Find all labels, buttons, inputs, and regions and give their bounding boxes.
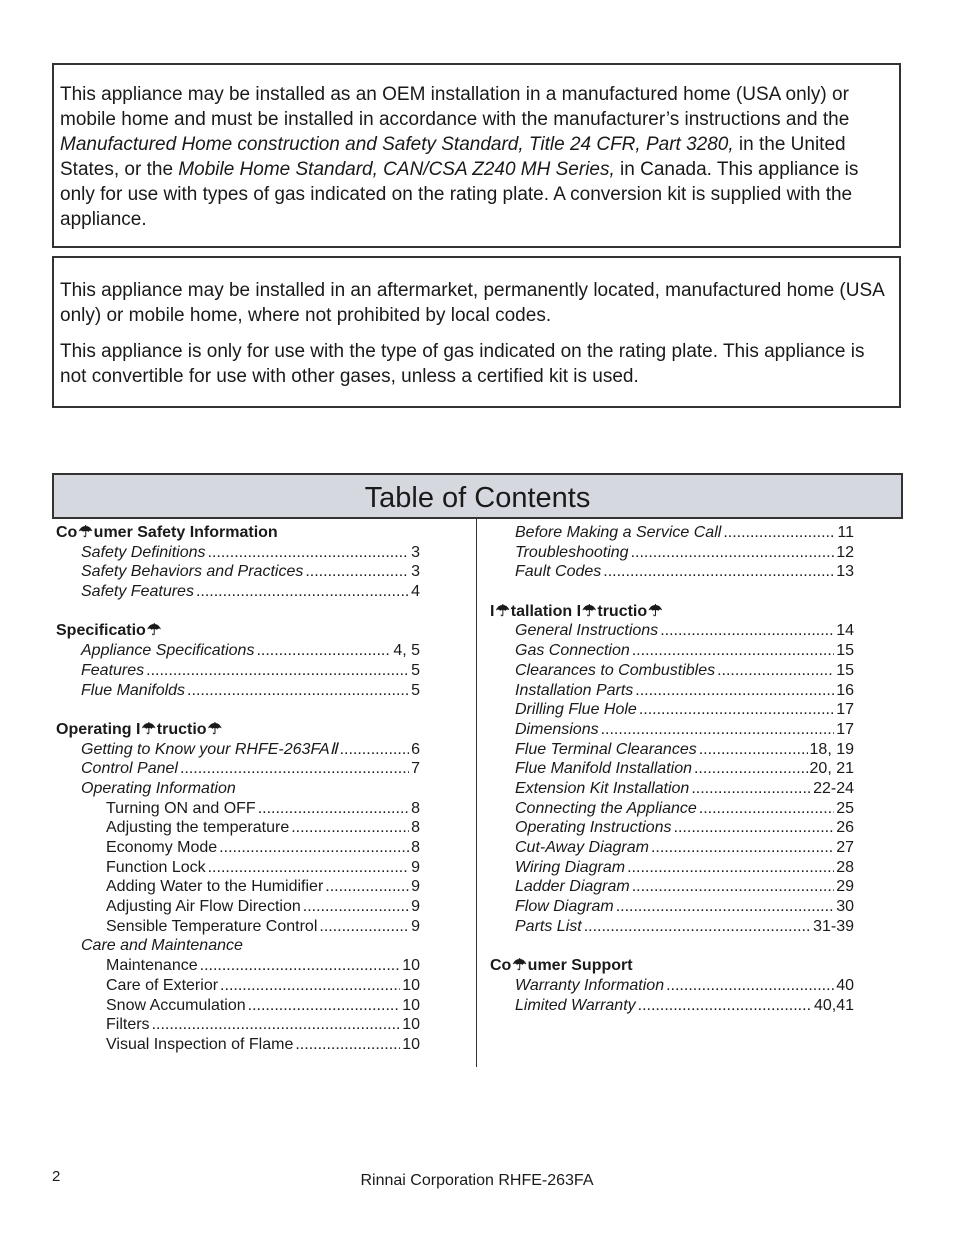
leader-dots [584, 917, 811, 937]
leader-dots [305, 562, 409, 582]
leader-dots [651, 838, 834, 858]
toc-entry[interactable] [490, 818, 854, 838]
toc-entry-title: Ladder Diagram [515, 878, 630, 896]
leader-dots [200, 956, 401, 976]
toc-entry-page: 4, 5 [393, 642, 420, 660]
toc-section-heading [490, 956, 854, 976]
leader-dots [248, 996, 401, 1016]
leader-dots [674, 818, 835, 838]
toc-subheading: Care and Maintenance [81, 937, 243, 955]
toc-entry[interactable] [490, 641, 854, 661]
toc-entry-page: 12 [836, 543, 854, 561]
toc-entry-title: Getting to Know your RHFE-263FAⅡ [81, 740, 338, 758]
toc-entry[interactable] [56, 1035, 420, 1055]
toc-column-right [490, 523, 854, 1015]
toc-entry-title: Before Making a Service Call [515, 524, 722, 541]
toc-entry[interactable] [490, 740, 854, 760]
toc-entry-page: 5 [411, 681, 420, 699]
garbled-glyph-icon: ☂ [146, 622, 162, 640]
leader-dots [146, 661, 409, 681]
toc-column-left [56, 523, 420, 1055]
toc-entry-page: 8 [411, 799, 420, 817]
leader-dots [295, 1035, 400, 1055]
toc-entry-page: 18, 19 [809, 740, 854, 758]
toc-entry[interactable] [56, 877, 420, 897]
toc-entry-page: 11 [837, 524, 854, 541]
toc-entry-title: Economy Mode [106, 839, 218, 856]
leader-dots [256, 641, 391, 661]
toc-entry-page: 25 [836, 799, 854, 817]
toc-entry-title: Adjusting the temperature [106, 819, 290, 837]
toc-entry[interactable] [490, 681, 854, 701]
toc-entry[interactable] [490, 543, 854, 563]
toc-entry-page: 10 [402, 1035, 420, 1053]
toc-entry-page: 15 [836, 642, 854, 660]
toc-section-heading [490, 602, 854, 622]
leader-dots [717, 661, 834, 681]
leader-dots [639, 700, 834, 720]
notice-paragraph: This appliance is only for use with the type of gas indicated on the rating plate. This appliance is not convertible for use with other gases, unless a certified kit is used. [60, 341, 865, 387]
section-text: umer Safety Information [93, 524, 278, 541]
toc-entry[interactable] [56, 661, 420, 681]
toc-entry[interactable] [56, 996, 420, 1016]
toc-entry[interactable] [56, 799, 420, 819]
leader-dots [219, 838, 409, 858]
toc-entry[interactable] [490, 838, 854, 858]
toc-entry-title: Troubleshooting [515, 543, 629, 561]
toc-entry-page: 17 [836, 701, 854, 719]
leader-dots [601, 720, 835, 740]
toc-entry-page: 9 [411, 878, 420, 896]
column-divider [476, 519, 477, 1067]
toc-entry[interactable] [490, 720, 854, 740]
leader-dots [699, 740, 808, 760]
leader-dots [180, 759, 409, 779]
leader-dots [691, 779, 811, 799]
toc-entry-title: Warranty Information [515, 976, 665, 994]
garbled-glyph-icon: ☂ [207, 720, 222, 738]
toc-entry-title: Dimensions [515, 720, 599, 738]
toc-entry-title: Control Panel [81, 760, 178, 778]
toc-entry[interactable] [56, 681, 420, 701]
leader-dots [340, 740, 410, 760]
toc-entry-page: 22-24 [813, 779, 854, 797]
toc-entry[interactable] [56, 562, 420, 582]
toc-entry-title: Operating Instructions [515, 819, 672, 837]
leader-dots [699, 799, 834, 819]
garbled-glyph-icon: ☂ [78, 524, 93, 541]
toc-entry-title: Visual Inspection of Flame [106, 1035, 294, 1053]
toc-entry[interactable] [490, 759, 854, 779]
section-text: tructio [156, 720, 207, 738]
leader-dots [291, 818, 409, 838]
toc-entry-title: Adjusting Air Flow Direction [106, 898, 301, 916]
toc-entry-title: Sensible Temperature Control [106, 917, 318, 935]
toc-entry-page: 26 [836, 819, 854, 837]
leader-dots [694, 759, 808, 779]
toc-entry-title: Turning ON and OFF [106, 799, 256, 817]
toc-entry-title: Parts List [515, 917, 582, 935]
leader-dots [723, 523, 835, 543]
section-text: Co [56, 524, 78, 541]
toc-entry-page: 10 [402, 976, 420, 994]
toc-entry-title: Snow Accumulation [106, 996, 246, 1014]
toc-entry-title: Gas Connection [515, 642, 630, 660]
leader-dots [319, 917, 409, 937]
notice-text-part: This appliance may be installed as an OEM installation in a manufactured home (USA only) or mobile home and must be installed in accordance with the manufacturer’s instructions and the [60, 84, 850, 130]
section-text: umer Support [527, 957, 633, 975]
toc-section-heading [56, 523, 420, 543]
toc-entry-title: Drilling Flue Hole [515, 701, 637, 719]
notice-paragraph: This appliance may be installed in an aftermarket, permanently located, manufactured home (USA only) or mobile home, where not prohibited by local codes. [60, 280, 884, 326]
toc-entry-page: 30 [836, 898, 854, 916]
toc-entry-page: 10 [402, 1016, 420, 1034]
leader-dots [152, 1015, 401, 1035]
toc-entry-page: 40 [836, 976, 854, 994]
leader-dots [208, 858, 409, 878]
toc-entry[interactable] [490, 621, 854, 641]
garbled-glyph-icon: ☂ [512, 957, 527, 975]
leader-dots [638, 996, 812, 1016]
toc-entry-page: 16 [836, 681, 854, 699]
toc-entry-title: Safety Features [81, 583, 194, 601]
toc-entry-page: 3 [411, 543, 420, 561]
section-text: I [490, 602, 495, 620]
toc-entry-title: Appliance Specifications [81, 642, 255, 660]
toc-entry-title: Maintenance [106, 957, 198, 975]
toc-entry-page: 4 [411, 583, 420, 601]
toc-entry[interactable] [490, 779, 854, 799]
leader-dots [208, 543, 410, 563]
toc-entry-title: General Instructions [515, 622, 659, 640]
toc-entry-title: Safety Definitions [81, 543, 206, 561]
toc-entry-page: 9 [411, 858, 420, 876]
toc-entry-page: 40,41 [813, 996, 854, 1014]
notice-aftermarket-installation [52, 256, 901, 408]
toc-entry[interactable] [56, 641, 420, 661]
toc-entry[interactable] [490, 858, 854, 878]
toc-entry[interactable] [56, 858, 420, 878]
toc-entry-title: Cut-Away Diagram [515, 839, 649, 856]
toc-entry-title: Flue Terminal Clearances [515, 740, 697, 758]
leader-dots [627, 858, 834, 878]
section-text: Specificatio [56, 622, 146, 640]
toc-section-heading [56, 621, 420, 641]
leader-dots [660, 621, 834, 641]
leader-dots [303, 897, 409, 917]
toc-entry-title: Function Lock [106, 858, 206, 876]
toc-entry-title: Limited Warranty [515, 996, 636, 1014]
notice-oem-text [60, 82, 893, 232]
standard-reference: Manufactured Home construction and Safety Standard, Title 24 CFR, Part 3280, [60, 134, 734, 155]
toc-entry-page: 31-39 [813, 917, 854, 935]
leader-dots [220, 976, 400, 996]
garbled-glyph-icon: ☂ [582, 602, 597, 620]
toc-entry[interactable] [56, 917, 420, 937]
toc-entry-page: 9 [411, 898, 420, 916]
toc-entry-page: 28 [836, 858, 854, 876]
leader-dots [325, 877, 409, 897]
leader-dots [187, 681, 409, 701]
toc-entry[interactable] [56, 976, 420, 996]
toc-entry-page: 6 [411, 740, 420, 758]
standard-reference: Mobile Home Standard, CAN/CSA Z240 MH Series, [178, 159, 615, 180]
section-text: Co [490, 957, 512, 975]
toc-entry-title: Flue Manifold Installation [515, 760, 692, 778]
toc-title: Table of Contents [52, 473, 903, 519]
toc-entry-page: 10 [402, 996, 420, 1014]
toc-entry-page: 7 [411, 760, 420, 778]
toc-entry[interactable] [490, 897, 854, 917]
toc-entry[interactable] [490, 917, 854, 937]
toc-entry-title: Filters [106, 1016, 150, 1034]
toc-entry-page: 3 [411, 563, 420, 581]
toc-entry[interactable] [490, 799, 854, 819]
toc-subheading: Operating Information [81, 779, 236, 797]
toc-entry-title: Fault Codes [515, 563, 602, 581]
toc-entry-title: Clearances to Combustibles [515, 661, 716, 679]
toc-entry-page: 8 [411, 839, 420, 856]
toc-entry-title: Connecting the Appliance [515, 799, 697, 817]
leader-dots [632, 877, 834, 897]
toc-entry[interactable] [490, 996, 854, 1016]
section-text: Operating I [56, 720, 141, 738]
toc-entry-page: 9 [411, 917, 420, 935]
toc-entry[interactable] [56, 1015, 420, 1035]
toc-entry[interactable] [56, 582, 420, 602]
toc-entry[interactable] [490, 976, 854, 996]
toc-entry[interactable] [56, 543, 420, 563]
toc-entry-title: Extension Kit Installation [515, 779, 690, 797]
leader-dots [666, 976, 834, 996]
toc-entry-title: Safety Behaviors and Practices [81, 563, 304, 581]
notice-text-part: in Canada. This appliance is only for use with types of gas indicated on the rating plate. A conversion kit is supplied with the appliance. [60, 159, 859, 230]
garbled-glyph-icon: ☂ [141, 720, 156, 738]
footer-title: Rinnai Corporation RHFE-263FA [360, 1172, 594, 1189]
toc-entry[interactable] [56, 897, 420, 917]
section-text: tallation I [510, 602, 582, 620]
toc-entry[interactable] [490, 661, 854, 681]
toc-entry-title: Care of Exterior [106, 976, 219, 994]
notice-oem-installation [52, 63, 901, 248]
toc-entry-title: Wiring Diagram [515, 858, 626, 876]
leader-dots [196, 582, 409, 602]
leader-dots [635, 681, 834, 701]
leader-dots [258, 799, 409, 819]
toc-entry-title: Flow Diagram [515, 898, 614, 916]
toc-entry-page: 13 [836, 563, 854, 581]
toc-entry-page: 17 [836, 720, 854, 738]
section-text: tructio [597, 602, 648, 620]
toc-entry[interactable] [490, 562, 854, 582]
toc-entry-page: 15 [836, 661, 854, 679]
leader-dots [631, 543, 835, 563]
toc-entry-page: 20, 21 [809, 760, 854, 778]
leader-dots [616, 897, 835, 917]
toc-entry[interactable] [490, 523, 854, 543]
toc-entry-title: Installation Parts [515, 681, 634, 699]
toc-entry[interactable] [56, 838, 420, 858]
garbled-glyph-icon: ☂ [495, 602, 510, 620]
leader-dots [632, 641, 834, 661]
toc-entry-page: 8 [411, 819, 420, 837]
toc-section-heading [56, 720, 420, 740]
page-number: 2 [52, 1168, 61, 1185]
toc-entry-page: 14 [836, 622, 854, 640]
garbled-glyph-icon: ☂ [648, 602, 663, 620]
toc-entry-title: Features [81, 661, 145, 679]
toc-entry[interactable] [490, 700, 854, 720]
toc-entry[interactable] [56, 759, 420, 779]
toc-entry-page: 5 [411, 661, 420, 679]
notice-text-part: in the United States, or the [60, 134, 846, 180]
toc-entry-page: 27 [836, 839, 854, 856]
toc-entry-title: Adding Water to the Humidifier [106, 878, 324, 896]
toc-entry[interactable] [56, 740, 420, 760]
leader-dots [603, 562, 834, 582]
toc-entry-page: 29 [836, 878, 854, 896]
toc-entry-page: 10 [402, 957, 420, 975]
toc-entry[interactable] [56, 956, 420, 976]
toc-entry[interactable] [56, 818, 420, 838]
toc-entry-title: Flue Manifolds [81, 681, 186, 699]
toc-entry[interactable] [490, 877, 854, 897]
